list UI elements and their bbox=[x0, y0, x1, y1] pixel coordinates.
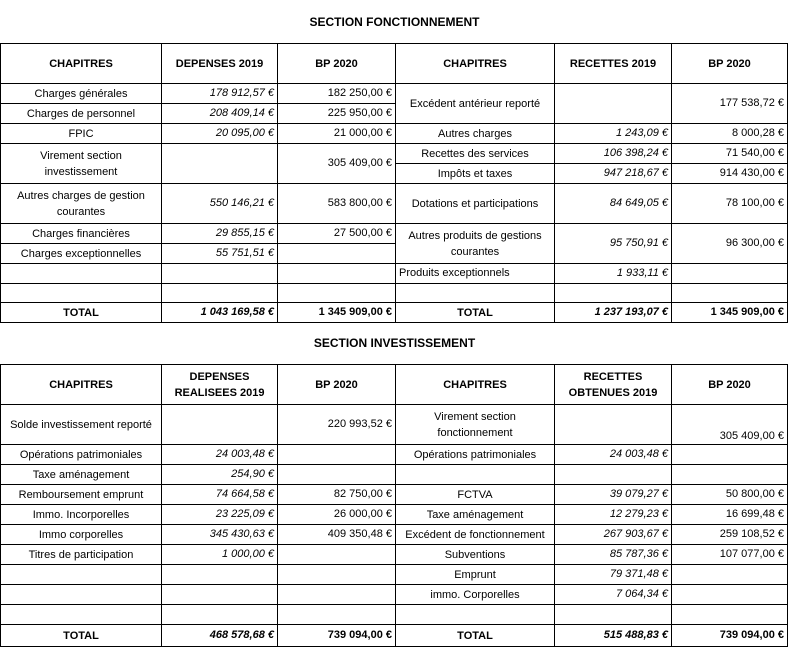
cell bbox=[278, 284, 396, 303]
table-header-row bbox=[1, 44, 788, 84]
cell bbox=[278, 244, 396, 264]
cell: Virement section fonctionnement bbox=[396, 405, 555, 445]
cell: Recettes des services bbox=[396, 144, 555, 164]
cell: 106 398,24 € bbox=[555, 144, 672, 164]
cell bbox=[672, 284, 788, 303]
cell: 177 538,72 € bbox=[672, 84, 788, 124]
cell bbox=[1, 585, 162, 605]
cell bbox=[162, 605, 278, 625]
cell: FPIC bbox=[1, 124, 162, 144]
total-label: TOTAL bbox=[396, 303, 555, 323]
cell: Taxe aménagement bbox=[1, 465, 162, 485]
cell: Opérations patrimoniales bbox=[396, 445, 555, 465]
total-row bbox=[1, 303, 788, 323]
table-row bbox=[1, 144, 788, 164]
cell bbox=[672, 565, 788, 585]
cell: Charges exceptionnelles bbox=[1, 244, 162, 264]
table-row bbox=[1, 445, 788, 465]
cell bbox=[672, 445, 788, 465]
total-label: TOTAL bbox=[396, 625, 555, 647]
cell: 7 064,34 € bbox=[555, 585, 672, 605]
cell: 39 079,27 € bbox=[555, 485, 672, 505]
cell: Virement section investissement bbox=[1, 144, 162, 184]
cell: 345 430,63 € bbox=[162, 525, 278, 545]
cell: 79 371,48 € bbox=[555, 565, 672, 585]
cell bbox=[162, 585, 278, 605]
cell: Emprunt bbox=[396, 565, 555, 585]
cell: 82 750,00 € bbox=[278, 485, 396, 505]
header-bp: BP 2020 bbox=[278, 365, 396, 405]
table-row bbox=[1, 264, 788, 284]
cell: 16 699,48 € bbox=[672, 505, 788, 525]
cell bbox=[162, 144, 278, 184]
header-chapitres: CHAPITRES bbox=[396, 44, 555, 84]
cell bbox=[278, 565, 396, 585]
header-depenses: DEPENSES 2019 bbox=[162, 44, 278, 84]
cell: Charges générales bbox=[1, 84, 162, 104]
table-row bbox=[1, 184, 788, 224]
section-investissement-title: SECTION INVESTISSEMENT bbox=[313, 336, 476, 350]
table-row bbox=[1, 405, 788, 445]
cell bbox=[1, 565, 162, 585]
table-row bbox=[1, 505, 788, 525]
table-row bbox=[1, 485, 788, 505]
cell: 1 933,11 € bbox=[555, 264, 672, 284]
table-row bbox=[1, 525, 788, 545]
total-recettes: 1 237 193,07 € bbox=[555, 303, 672, 323]
total-bp: 1 345 909,00 € bbox=[672, 303, 788, 323]
cell: 24 003,48 € bbox=[555, 445, 672, 465]
cell: 84 649,05 € bbox=[555, 184, 672, 224]
cell: 914 430,00 € bbox=[672, 164, 788, 184]
cell: immo. Corporelles bbox=[396, 585, 555, 605]
cell: Autres charges bbox=[396, 124, 555, 144]
total-bp: 1 345 909,00 € bbox=[278, 303, 396, 323]
header-chapitres: CHAPITRES bbox=[396, 365, 555, 405]
cell bbox=[162, 565, 278, 585]
table-header-row bbox=[1, 365, 788, 405]
header-bp: BP 2020 bbox=[672, 44, 788, 84]
cell: 78 100,00 € bbox=[672, 184, 788, 224]
cell: 220 993,52 € bbox=[278, 405, 396, 445]
cell: FCTVA bbox=[396, 485, 555, 505]
cell bbox=[162, 284, 278, 303]
cell: 23 225,09 € bbox=[162, 505, 278, 525]
cell bbox=[162, 405, 278, 445]
cell: 583 800,00 € bbox=[278, 184, 396, 224]
cell: 12 279,23 € bbox=[555, 505, 672, 525]
cell: Subventions bbox=[396, 545, 555, 565]
cell: Charges financières bbox=[1, 224, 162, 244]
header-recettes: RECETTES 2019 bbox=[555, 44, 672, 84]
cell bbox=[1, 605, 162, 625]
cell: 550 146,21 € bbox=[162, 184, 278, 224]
cell: 96 300,00 € bbox=[672, 224, 788, 264]
cell: 26 000,00 € bbox=[278, 505, 396, 525]
header-recettes: RECETTES OBTENUES 2019 bbox=[555, 365, 672, 405]
cell bbox=[672, 264, 788, 284]
cell bbox=[278, 605, 396, 625]
cell: 71 540,00 € bbox=[672, 144, 788, 164]
cell bbox=[278, 445, 396, 465]
header-bp: BP 2020 bbox=[278, 44, 396, 84]
cell: 208 409,14 € bbox=[162, 104, 278, 124]
section-fonctionnement-title: SECTION FONCTIONNEMENT bbox=[309, 15, 480, 29]
cell: Taxe aménagement bbox=[396, 505, 555, 525]
cell: 182 250,00 € bbox=[278, 84, 396, 104]
cell bbox=[396, 465, 555, 485]
cell bbox=[672, 585, 788, 605]
header-bp: BP 2020 bbox=[672, 365, 788, 405]
cell: Autres produits de gestions courantes bbox=[396, 224, 555, 264]
cell: 8 000,28 € bbox=[672, 124, 788, 144]
cell: 50 800,00 € bbox=[672, 485, 788, 505]
header-depenses: DEPENSES REALISEES 2019 bbox=[162, 365, 278, 405]
cell bbox=[555, 605, 672, 625]
cell: Produits exceptionnels bbox=[396, 264, 555, 284]
cell: 305 409,00 € bbox=[278, 144, 396, 184]
table-row bbox=[1, 224, 788, 244]
cell bbox=[555, 284, 672, 303]
cell: 1 000,00 € bbox=[162, 545, 278, 565]
cell: Solde investissement reporté bbox=[1, 405, 162, 445]
cell: 254,90 € bbox=[162, 465, 278, 485]
cell: 29 855,15 € bbox=[162, 224, 278, 244]
table-row bbox=[1, 284, 788, 303]
cell: Immo. Incorporelles bbox=[1, 505, 162, 525]
cell: 409 350,48 € bbox=[278, 525, 396, 545]
cell bbox=[278, 545, 396, 565]
total-label: TOTAL bbox=[1, 625, 162, 647]
cell: Immo corporelles bbox=[1, 525, 162, 545]
table-row bbox=[1, 585, 788, 605]
cell bbox=[555, 84, 672, 124]
cell bbox=[396, 605, 555, 625]
cell: 259 108,52 € bbox=[672, 525, 788, 545]
cell: Excédent antérieur reporté bbox=[396, 84, 555, 124]
investissement-table bbox=[0, 364, 788, 647]
cell: 20 095,00 € bbox=[162, 124, 278, 144]
total-bp: 739 094,00 € bbox=[278, 625, 396, 647]
total-depenses: 468 578,68 € bbox=[162, 625, 278, 647]
table-row bbox=[1, 605, 788, 625]
cell: 1 243,09 € bbox=[555, 124, 672, 144]
cell: Opérations patrimoniales bbox=[1, 445, 162, 465]
table-row bbox=[1, 565, 788, 585]
cell: Dotations et participations bbox=[396, 184, 555, 224]
cell: 55 751,51 € bbox=[162, 244, 278, 264]
cell: 21 000,00 € bbox=[278, 124, 396, 144]
table-row bbox=[1, 465, 788, 485]
cell: 95 750,91 € bbox=[555, 224, 672, 264]
header-chapitres: CHAPITRES bbox=[1, 44, 162, 84]
cell: 24 003,48 € bbox=[162, 445, 278, 465]
total-depenses: 1 043 169,58 € bbox=[162, 303, 278, 323]
cell: 74 664,58 € bbox=[162, 485, 278, 505]
cell bbox=[396, 284, 555, 303]
cell: 27 500,00 € bbox=[278, 224, 396, 244]
cell: 85 787,36 € bbox=[555, 545, 672, 565]
cell: 178 912,57 € bbox=[162, 84, 278, 104]
table-row bbox=[1, 124, 788, 144]
table-row bbox=[1, 545, 788, 565]
cell: Remboursement emprunt bbox=[1, 485, 162, 505]
cell: 947 218,67 € bbox=[555, 164, 672, 184]
header-chapitres: CHAPITRES bbox=[1, 365, 162, 405]
cell: Impôts et taxes bbox=[396, 164, 555, 184]
cell: Titres de participation bbox=[1, 545, 162, 565]
cell bbox=[1, 264, 162, 284]
cell bbox=[555, 465, 672, 485]
total-row bbox=[1, 625, 788, 647]
cell: 305 409,00 € bbox=[672, 405, 788, 445]
cell: Excédent de fonctionnement bbox=[396, 525, 555, 545]
cell: Charges de personnel bbox=[1, 104, 162, 124]
cell bbox=[162, 264, 278, 284]
cell bbox=[555, 405, 672, 445]
cell bbox=[278, 585, 396, 605]
table-row bbox=[1, 84, 788, 104]
cell: Autres charges de gestion courantes bbox=[1, 184, 162, 224]
cell bbox=[672, 605, 788, 625]
total-bp: 739 094,00 € bbox=[672, 625, 788, 647]
cell bbox=[278, 264, 396, 284]
fonctionnement-table bbox=[0, 43, 788, 323]
total-label: TOTAL bbox=[1, 303, 162, 323]
cell bbox=[1, 284, 162, 303]
cell bbox=[278, 465, 396, 485]
cell: 267 903,67 € bbox=[555, 525, 672, 545]
cell: 225 950,00 € bbox=[278, 104, 396, 124]
total-recettes: 515 488,83 € bbox=[555, 625, 672, 647]
cell bbox=[672, 465, 788, 485]
cell: 107 077,00 € bbox=[672, 545, 788, 565]
